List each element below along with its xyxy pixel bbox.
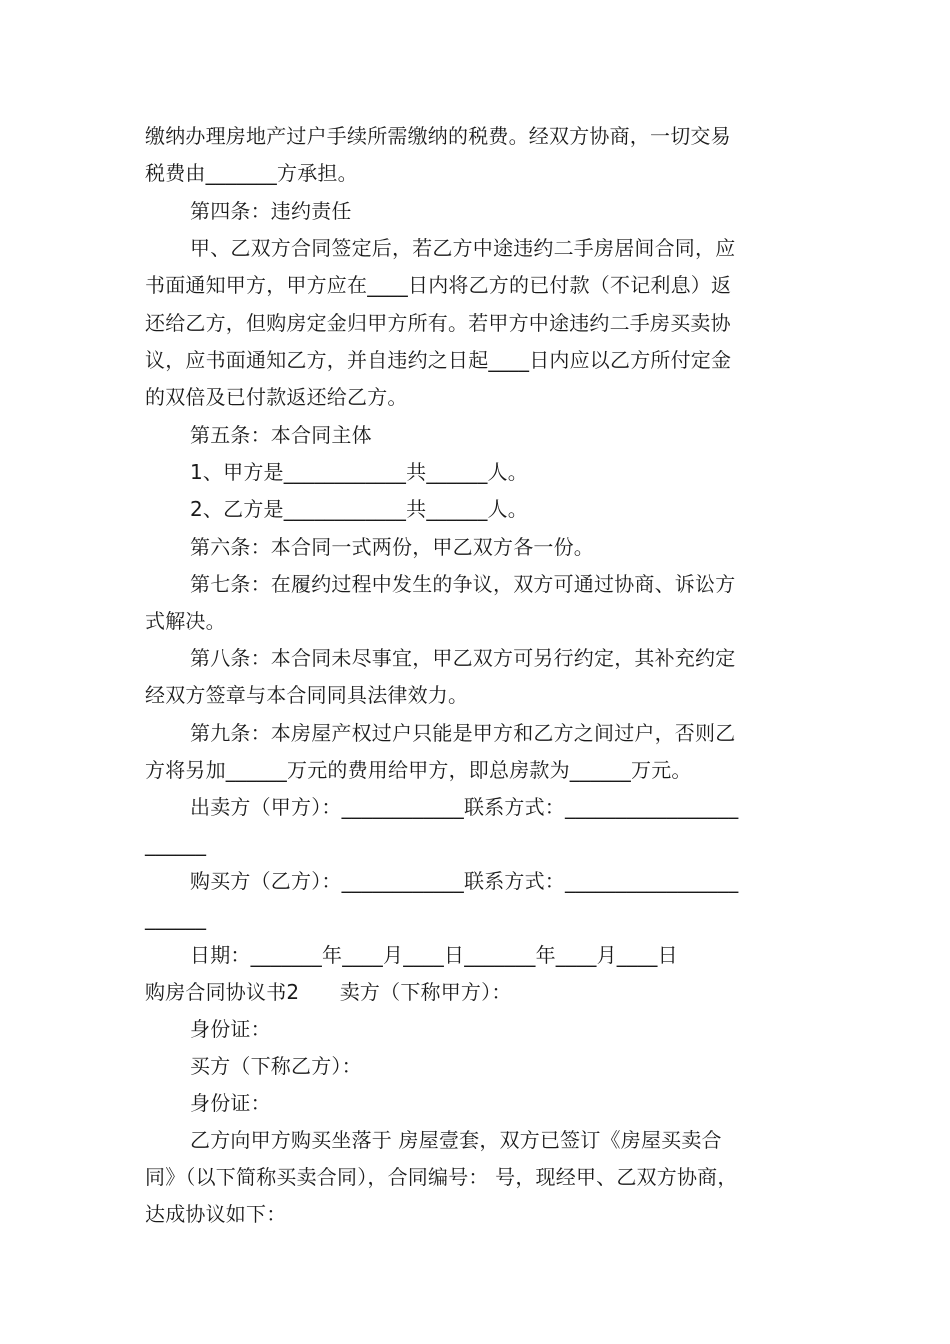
- text-line: 买方（下称乙方）：: [190, 1054, 362, 1078]
- text-line: 1、甲方是____________共______人。: [190, 460, 528, 484]
- date-line: 日期：_______年____月____日_______年____月____日: [190, 943, 678, 967]
- text-line: ______: [145, 832, 207, 856]
- text-line: 书面通知甲方，甲方应在____日内将乙方的已付款（不记利息）返: [145, 273, 732, 297]
- article-heading: 第六条：本合同一式两份，甲乙双方各一份。: [190, 535, 594, 559]
- text-line: 2、乙方是____________共______人。: [190, 497, 528, 521]
- text-line: 身份证：: [190, 1017, 271, 1041]
- text-line: 的双倍及已付款返还给乙方。: [145, 385, 408, 409]
- article-heading: 第五条：本合同主体: [190, 423, 372, 447]
- text-line: 式解决。: [145, 609, 226, 633]
- text-line: 同》（以下简称买卖合同），合同编号： 号，现经甲、乙双方协商，: [145, 1165, 738, 1189]
- document-title-line: 购房合同协议书2 卖方（下称甲方）：: [145, 980, 512, 1004]
- text-line: 议，应书面通知乙方，并自违约之日起____日内应以乙方所付定金: [145, 348, 732, 372]
- text-line: 还给乙方，但购房定金归甲方所有。若甲方中途违约二手房买卖协: [145, 311, 731, 335]
- text-line: 缴纳办理房地产过户手续所需缴纳的税费。经双方协商，一切交易: [145, 124, 731, 148]
- article-heading: 第七条：在履约过程中发生的争议，双方可通过协商、诉讼方: [190, 572, 736, 596]
- article-heading: 第九条：本房屋产权过户只能是甲方和乙方之间过户，否则乙: [190, 721, 736, 745]
- text-line: ______: [145, 906, 207, 930]
- article-heading: 第八条：本合同未尽事宜，甲乙双方可另行约定，其补充约定: [190, 646, 736, 670]
- seller-signature-line: 出卖方（甲方）：____________联系方式：_________________: [190, 795, 739, 819]
- text-line: 乙方向甲方购买坐落于 房屋壹套，双方已签订《房屋买卖合: [190, 1128, 722, 1152]
- text-line: 税费由_______方承担。: [145, 161, 358, 185]
- text-line: 达成协议如下：: [145, 1202, 287, 1226]
- buyer-signature-line: 购买方（乙方）：____________联系方式：_________________: [190, 869, 739, 893]
- text-line: 身份证：: [190, 1091, 271, 1115]
- article-heading: 第四条：违约责任: [190, 199, 352, 223]
- text-line: 经双方签章与本合同同具法律效力。: [145, 683, 469, 707]
- text-line: 方将另加______万元的费用给甲方，即总房款为______万元。: [145, 758, 692, 782]
- text-line: 甲、乙双方合同签定后，若乙方中途违约二手房居间合同，应: [190, 236, 736, 260]
